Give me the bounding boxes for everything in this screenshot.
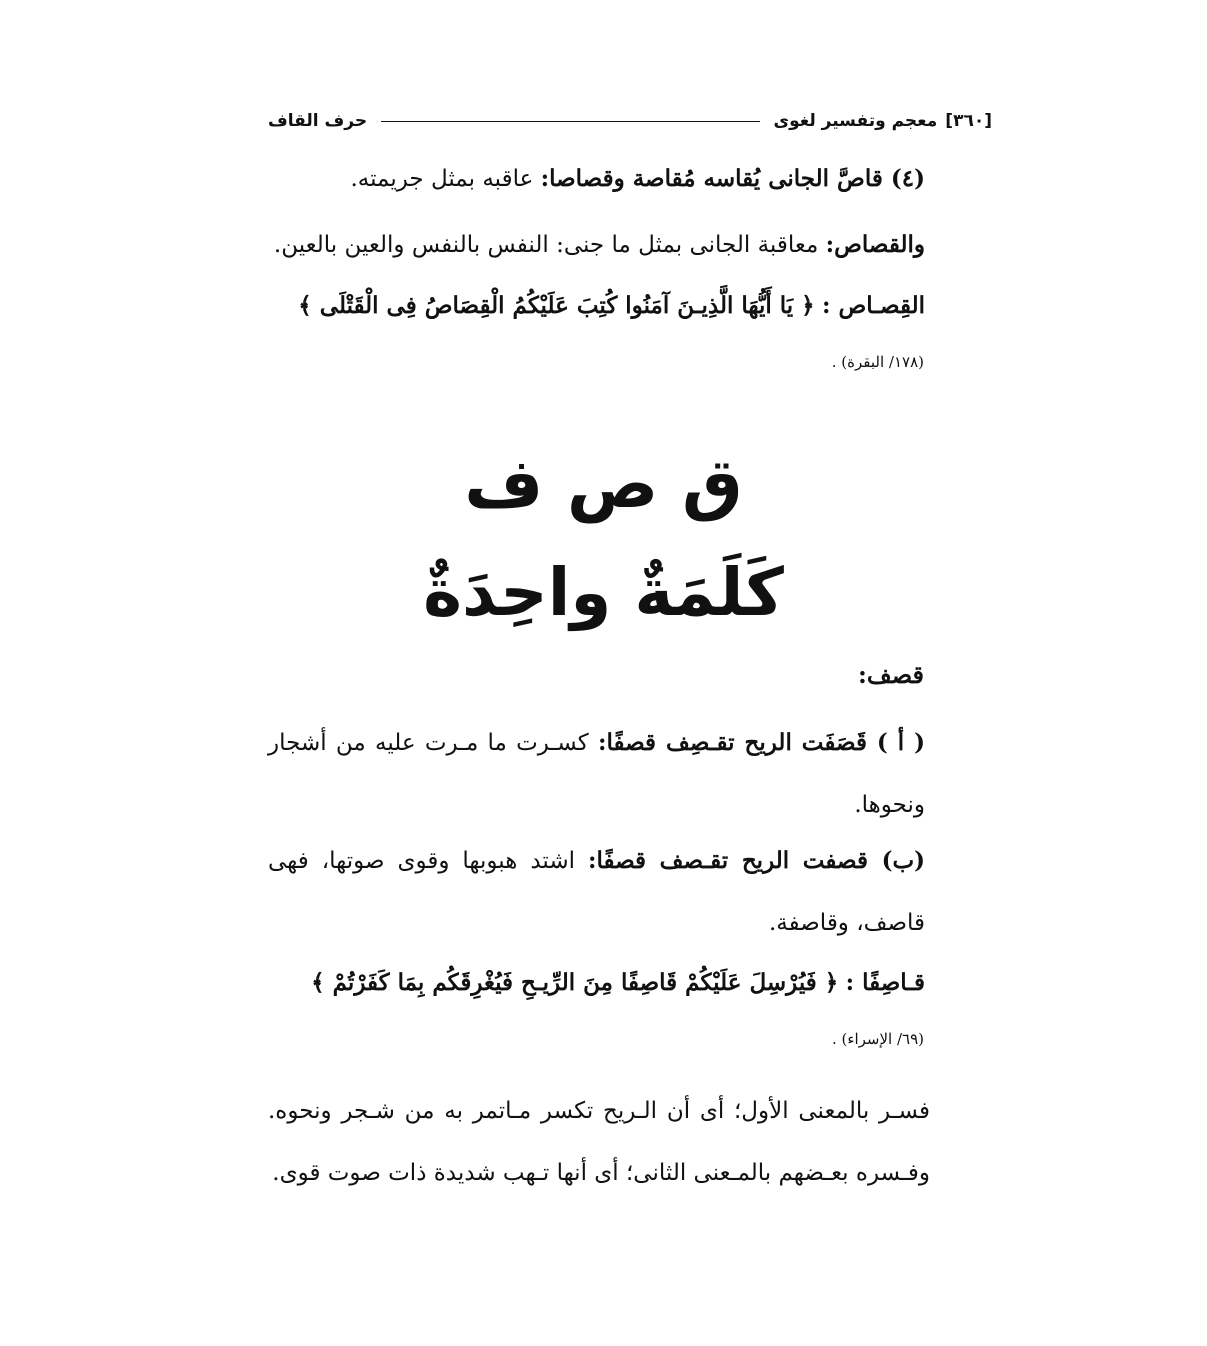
- sense-head: ( أ ) قَصَفَت الريح تقـصِف قصفًا:: [597, 729, 926, 756]
- entry-line-qass: [270, 148, 925, 210]
- entry-line-verse-qasif: [268, 952, 925, 1014]
- sense-body: اشتد هبوبها وقوى صوتها، فهى قاصف، وقاصفة.: [268, 848, 925, 936]
- root-letters: ق ص ف: [464, 445, 743, 524]
- entry-line-verse-qisas: [270, 275, 925, 337]
- sense-head: (ب) قصفت الريح تقـصف قصفًا:: [587, 847, 926, 874]
- entry-body: معاقبة الجانى بمثل ما جنى: النفس بالنفس والعين بالعين.: [273, 232, 819, 258]
- entry-head: قـاصِفًا :: [845, 969, 925, 996]
- entry-line-qisas: [270, 214, 925, 276]
- quran-verse: ﴿ يَا أَيُّهَا الَّذِيـنَ آمَنُوا كُتِبَ عَلَيْكُمُ الْقِصَاصُ فِى الْقَتْلَى ﴾: [298, 292, 815, 319]
- header-rule: [381, 121, 759, 122]
- root-subtitle: كَلَمَةٌ واحِدَةٌ: [423, 554, 784, 631]
- running-header: [268, 106, 992, 136]
- quran-verse: ﴿ فَيُرْسِلَ عَلَيْكُمْ قَاصِفًا مِنَ الرِّيـحِ فَيُغْرِقَكُم بِمَا كَفَرْتُمْ ﴾: [311, 969, 839, 996]
- page-number: [٣٦٠]: [945, 111, 992, 131]
- sense-b: [268, 830, 925, 954]
- entry-head: (٤) قاصَّ الجانى يُقاسه مُقاصة وقصاصا:: [540, 165, 925, 192]
- sense-body: كسـرت ما مـرت عليه من أشجار ونحوها.: [268, 730, 925, 818]
- entry-head: والقصاص:: [825, 231, 925, 258]
- section-name: حرف القاف: [268, 111, 368, 131]
- book-title: معجم وتفسير لغوى: [773, 111, 938, 131]
- entry-word: قصف:: [858, 660, 924, 689]
- entry-head: القِصـاص :: [821, 292, 925, 319]
- sense-a: [268, 712, 925, 836]
- verse-reference: (٦٩/ الإسراء) .: [832, 1030, 924, 1048]
- verse-reference: (١٧٨/ البقرة) .: [831, 353, 924, 371]
- entry-body: عاقبه بمثل جريمته.: [350, 166, 534, 192]
- commentary: فسـر بالمعنى الأول؛ أى أن الـريح تكسر مـاتمر به من شـجر ونحوه. وفـسره بعـضهم بالمـعنى الثانى؛ أى أنها تـهب شديدة ذات صوت قوى.: [268, 1098, 930, 1186]
